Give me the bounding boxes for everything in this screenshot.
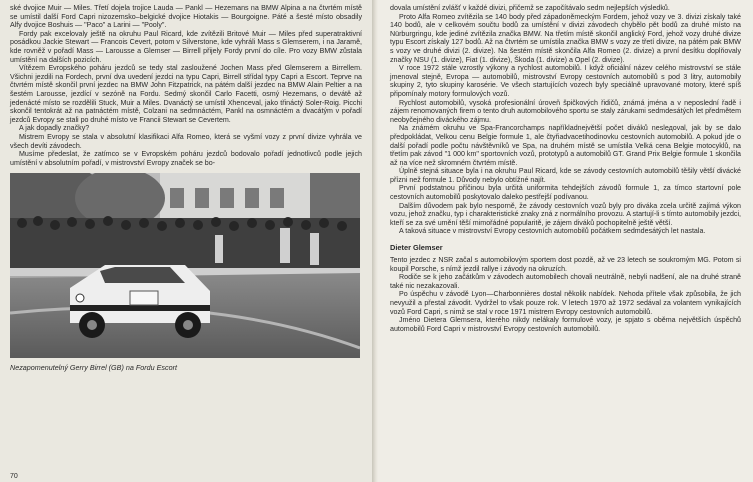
paragraph: ské dvojice Muir — Miles. Třetí dojela trojice Lauda — Pankl — Hezemans na BMW Alpina a na čtvrtém místě se umístil další Ford Capri nizozemsko–belgické dvojice Hiotakis — Bourgoigne. Páté a šesté místo obsadily Alfy dvojice Boshuis — "Paco" a Larini — "Pooly".	[10, 4, 362, 30]
paragraph: Vítězem Evropského poháru jezdců se tedy stal zasloužené Jochen Mass před Glemserem a Birrellem. Všichni jezdili na Fordech, první dva uvedení jezdci na typu Capri, Birrell střídal typy Capri a Escort. Teprve na čtvrtém místě skončil první jezdec na BMW John Fitzpatrick, na pátém další jezdec na BMW Alain Peltier a na šestém Larousse, jezdící v sezóně na Fordu. Sedmý skončil Carlo Facetti, osmý Hezemans, o devátě až jedenácté místo se rozdělili Stuck, Muir a Miles. Dvanáctý se umístil Xhenceval, jako třináctý Soler-Roig. Picchi skončil tentokrát až na patnáctém místě, Colzani na sedmnáctém, Pankl na osmnáctém a dvacátým v pořadí jezdců Evropy se stali po druhé místo ve Francii Stewart se Cevertem.	[10, 64, 362, 124]
paragraph: Jméno Dietera Glemsera, kterého nikdy nelákaly formulové vozy, je spjato s oběma největších úspěchů automobilů Ford Capri v mistrovství Evropy cestovních automobilů.	[390, 316, 741, 333]
paragraph: V roce 1972 stále vzrostly výkony a rychlost automobilů. I když oficiální název celého mistrovství se stále jmenoval stejně, Evropa — automobilů, mistrovství Evropy cestovních automobilů s pod 3 litry, automobily skupiny 2, tyto skupiny karosérie. Ve všech startujících vozech byly speciálně upravované motory, které spíš připomínaly motory formulových vozů.	[390, 64, 741, 98]
right-text-column	[390, 4, 741, 333]
page-number: 70	[10, 473, 18, 480]
paragraph: Úplně stejná situace byla i na okruhu Paul Ricard, kde se závody cestovních automobilů těšily větší divácké přízni než formule 1. Důvody nebylo obtížné najít.	[390, 167, 741, 184]
section-heading: Dieter Glemser	[390, 243, 443, 253]
race-car-photo	[10, 173, 360, 358]
paragraph: Mistrem Evropy se stala v absolutní klasifikaci Alfa Romeo, která se vyšmí vozy z první divize vyhrála ve všech devíti závodech.	[10, 132, 362, 150]
paragraph: Musíme předeslat, že zatímco se v Evropském poháru jezdců bodovalo pořadí jednotlivců podle jejich umístění v absolutním pořadí, v mistrovství Evropy značek se bo-	[10, 150, 362, 167]
right-page	[374, 0, 753, 482]
paragraph: Rychlost automobilů, vysoká profesionální úroveň špičkových řidičů, známá jména a v neposlední řadě i zájem renomovaných firem o tento druh automobilového sportu se staly zárukami sedmdesátých let předmětem neobyčejného diváckého zájmu.	[390, 98, 741, 124]
left-text-column	[10, 4, 362, 167]
paragraph: Dalším důvodem pak bylo nesporně, že závody cestovních vozů byly pro diváka zcela určitě zajímá výkon vozu, jehož značku, typ i charakteristické znaky zná z normálního provozu. A startují-li s tímto automobily jezdci, kteří se za své umění těší mimořádné popularitě, je zájem diváků pochopitelně ještě větší.	[390, 201, 741, 227]
book-gutter	[372, 0, 378, 482]
paragraph: dovala umístění zvlášť v každé divizi, přičemž se započítávalo sedm nejlepších výsledků.	[390, 4, 670, 12]
paragraph: A jak dopadly značky?	[19, 124, 90, 133]
paragraph: Tento jezdec z NSR začal s automobilovým sportem dost pozdě, až ve 23 letech se soukromým MG. Potom si koupil Porsche, s nímž jezdil rallye i závody na okruzích.	[390, 256, 741, 273]
paragraph: Po úspěchu v závodě Lyon—Charbonnières dostal několik nabídek. Nehoda přítele však způsobila, že jich nevyužil a přestal závodit. Vydržel to však pouze rok. V letech 1970 až 1972 sedával za volantem vynikajících vozů Ford Capri, s nimž se stal v roce 1971 mistrem Evropy cestovních automobilů.	[390, 290, 741, 316]
paragraph: První podstatnou příčinou byla určitá uniformita tehdejších závodů formule 1, za tímco startovní pole cestovních automobilů poskytovalo daleko pestřejší podívanou.	[390, 184, 741, 202]
paragraph: Rodiče se k jeho začátkům v závodech automobilech chovali neutrálně, nebyli nadšení, ale na druhé straně také nic nezakazovali.	[390, 273, 741, 290]
photo-caption: Nezapomenutelný Gerry Birrel (GB) na Fordu Escort	[10, 363, 177, 373]
paragraph: A taková situace v mistrovství Evropy cestovních automobilů počátkem sedmdesátých let nastala.	[399, 227, 706, 236]
paragraph: Fordy pak excelovaly ještě na okruhu Paul Ricard, kde zvítězili Britové Muir — Miles před superatraktivní posádkou Jackie Stewart — Francois Cevert, potom v Silverstone, kde vyhráli Mass s Glemserem, i na Jaramě, kde rovněž v pořadí Mass — Larousse a Glemser — Birrell přijely Fordy první do cíle. Pro vozy BMW zůstala umístění na dalších pozicích.	[10, 29, 362, 64]
paragraph: Proto Alfa Romeo zvítězila se 140 body před západoněmeckým Fordem, jehož vozy ve 3. divizi získaly také 140 bodů, ale v celkovém součtu bodů za umístění v divizi závodech chybělo pět bodů za druhé místo na Nürburgringu, kde jediné zvítězila značka BMW. Na třetím místě skončil anglický Ford, jehož vozy druhé divize typu Escort získaly 127 bodů. Až na čtvrtém se umístila značka BMW s vozy ze třetí divize, na pátém pak BMW s vozy ve druhé divizi (2. divize). Na šestém místě skončila Alfa Romeo (2. divize) a první desítku doplňovaly značky NSU (1. divize), Fiat (1. divize), Škoda (1. divize) a Opel (2. divize).	[390, 12, 741, 64]
paragraph: Na známém okruhu ve Spa-Francorchamps napříkladnejvětší počet diváků neslедoval, jak by se dalo předpokládat, Velkou cenu Belgie formule 1, ale čtyřiadvacetihodinovku cestovních automobilů. A pokud jde o další pořadí podle počtu návštěvníků ve Spa, na druhém místě se umístila Velká cena Belgie motocyklů, na třetím pak závod "1 000 km" sportovních vozů, prototypů a automobilů GT. Grand Prix Belgie formule 1 skončila až na více než skromném čtvrtém místě.	[390, 124, 741, 167]
left-page	[0, 0, 374, 482]
